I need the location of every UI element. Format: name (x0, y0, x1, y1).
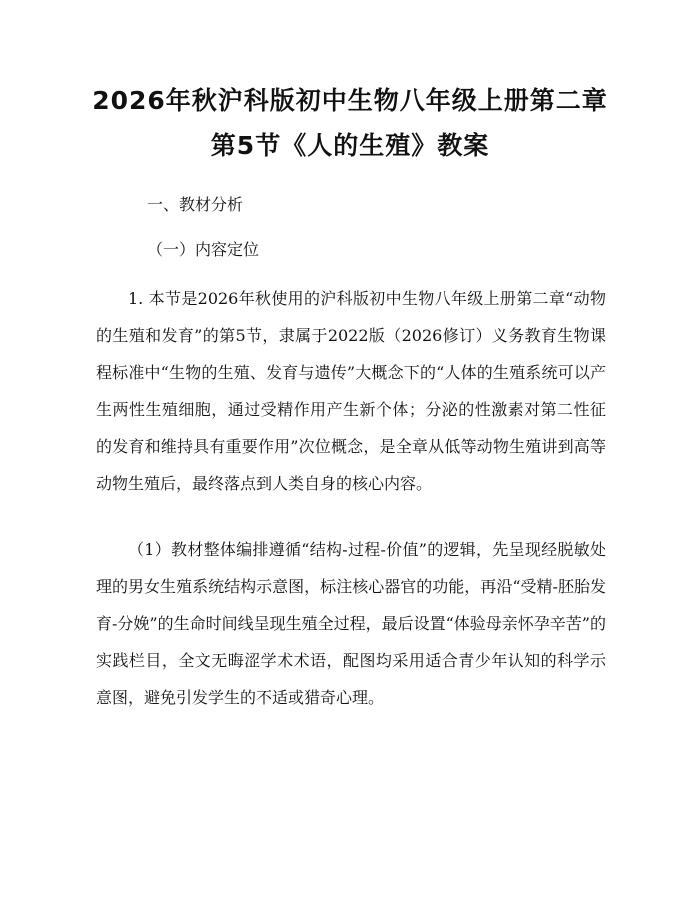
paragraph-textbook-arrangement: （1）教材整体编排遵循“结构-过程-价值”的逻辑，先呈现经脱敏处理的男女生殖系统结构示意图，标注核心器官的功能，再沿“受精-胚胎发育-分娩”的生命时间线呈现生殖全过程，最后设置“体验母亲怀孕辛苦”的实践栏目，全文无晦涩学术术语，配图均采用适合青少年认知的科学示意图，避免引发学生的不适或猎奇心理。 (96, 540, 606, 707)
document-title-line-1: 2026年秋沪科版初中生物八年级上册第二章 (92, 86, 608, 115)
document-title-line-2: 第5节《人的生殖》教案 (210, 131, 490, 160)
subsection-heading: （一）内容定位 (147, 240, 260, 259)
paragraph-content-positioning: 1. 本节是2026年秋使用的沪科版初中生物八年级上册第二章“动物的生殖和发育”的第5节，隶属于2022版（2026修订）义务教育生物课程标准中“生物的生殖、发育与遗传”大概念下的“人体的生殖系统可以产生两性生殖细胞，通过受精作用产生新个体；分泌的性激素对第二性征的发育和维持具有重要作用”次位概念，是全章从低等动物生殖讲到高等动物生殖后，最终落点到人类自身的核心内容。 (96, 289, 606, 493)
section-heading: 一、教材分析 (147, 195, 244, 214)
